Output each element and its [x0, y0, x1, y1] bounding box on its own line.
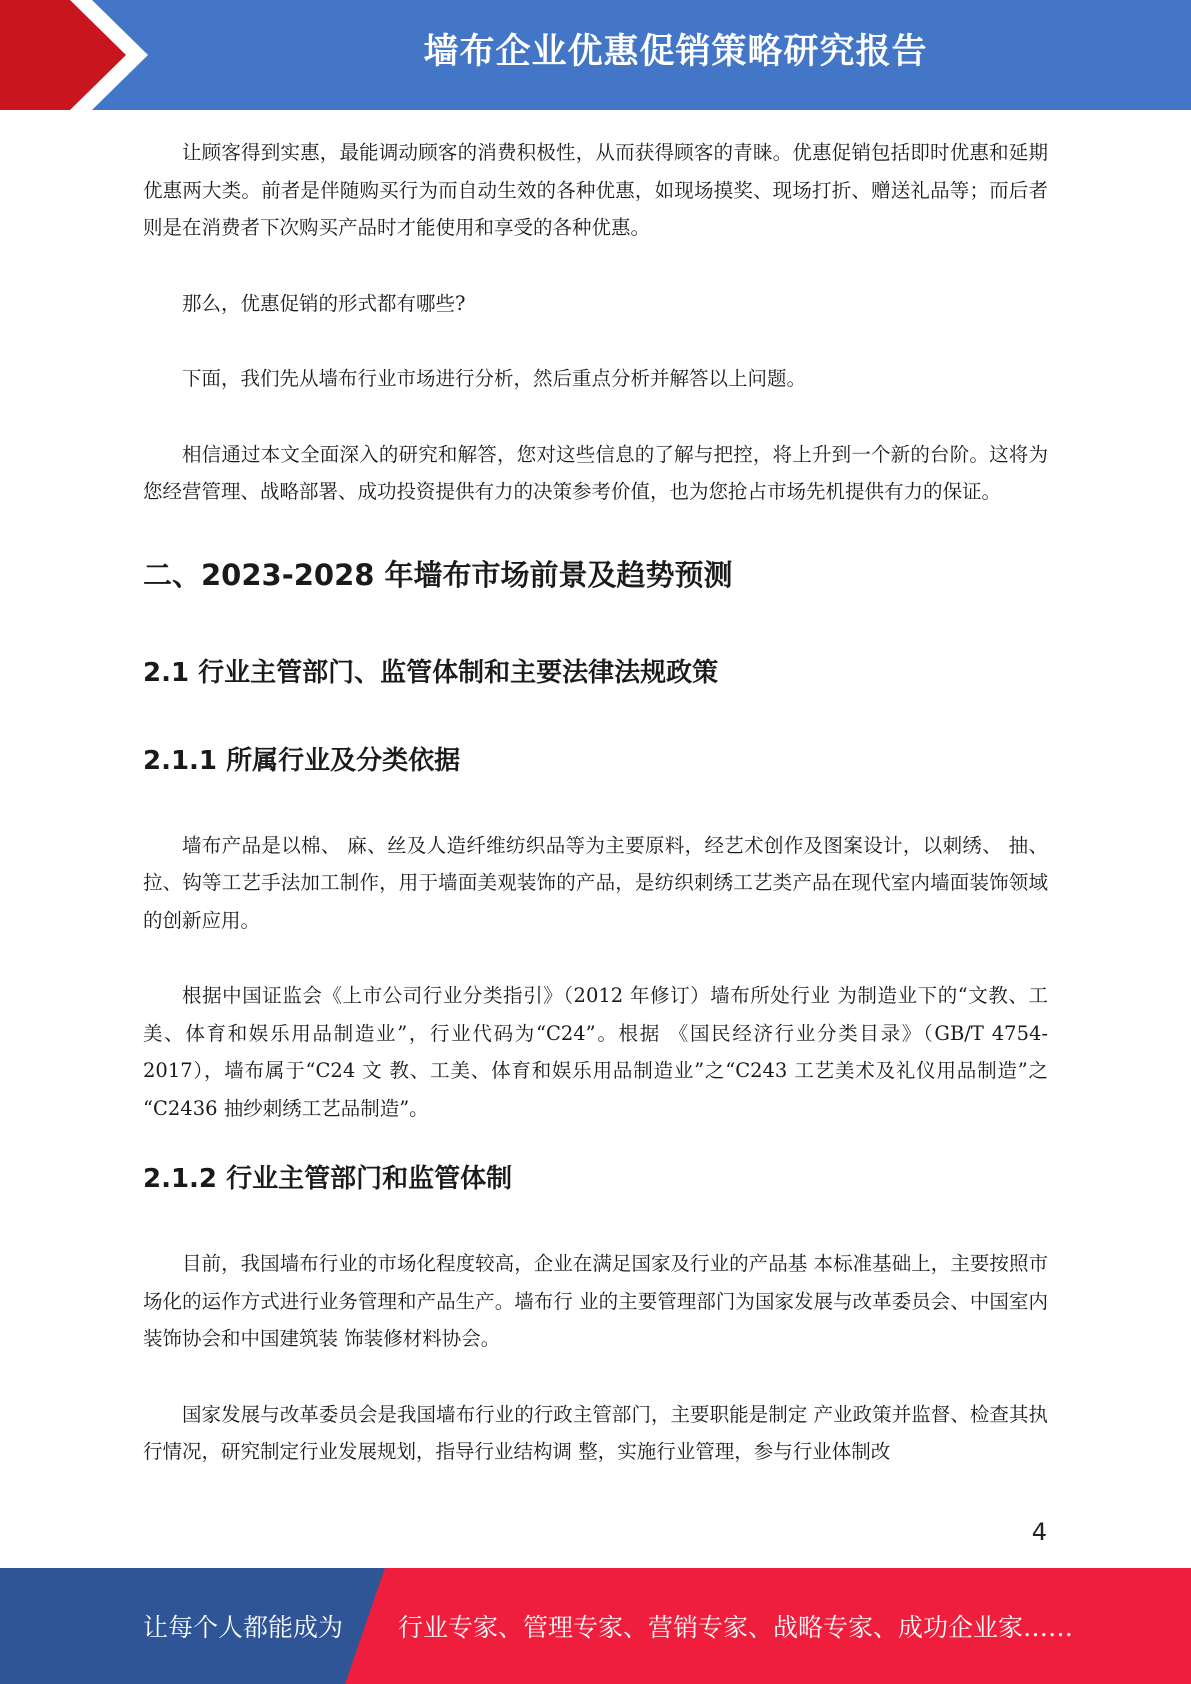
section-heading-2-1-1: 2.1.1 所属行业及分类依据	[143, 745, 461, 776]
footer-slogan-right: 行业专家、管理专家、营销专家、战略专家、成功企业家……	[398, 1613, 1074, 1642]
paragraph-product-definition: 墙布产品是以棉、 麻、丝及人造纤维纺织品等为主要原料，经艺术创作及图案设计，以刺绣、 抽、拉、钩等工艺手法加工制作，用于墙面美观装饰的产品，是纺织刺绣工艺类产品在现代室内墙面装饰领域的创新应用。	[143, 833, 1048, 932]
page-number: 4	[1031, 1518, 1047, 1546]
section-heading-2-1-2: 2.1.2 行业主管部门和监管体制	[143, 1164, 513, 1194]
report-footer	[0, 1568, 1191, 1684]
page-content	[143, 134, 1055, 1509]
paragraph-intro: 让顾客得到实惠，最能调动顾客的消费积极性，从而获得顾客的青睐。优惠促销包括即时优惠和延期优惠两大类。前者是伴随购买行为而自动生效的各种优惠，如现场摸奖、现场打折、赠送礼品等；而后者则是在消费者下次购买产品时才能使用和享受的各种优惠。	[143, 141, 1048, 239]
paragraph-analysis-plan: 下面，我们先从墙布行业市场进行分析，然后重点分析并解答以上问题。	[182, 367, 807, 390]
header-arrow-icon	[0, 0, 160, 110]
paragraph-industry-classification: 根据中国证监会《上市公司行业分类指引》（2012 年修订）墙布所处行业 为制造业下的“文教、工美、体育和娱乐用品制造业”，行业代码为“C24”。根据 《国民经济行业分类目录》（GB/T 4754-2017），墙布属于“C24 文 教、工美、体育和娱乐用品制造业”之“C243 工艺美术及礼仪用品制造”之 “C2436 抽纱刺绣工艺品制造”。	[143, 984, 1055, 1120]
paragraph-value: 相信通过本文全面深入的研究和解答，您对这些信息的了解与把控，将上升到一个新的台阶。这将为您经营管理、战略部署、成功投资提供有力的决策参考价值，也为您抢占市场先机提供有力的保证。	[143, 442, 1048, 503]
paragraph-question: 那么，优惠促销的形式都有哪些?	[182, 291, 466, 315]
footer-slogan-left: 让每个人都能成为	[143, 1613, 344, 1642]
paragraph-market-regulation: 目前，我国墙布行业的市场化程度较高，企业在满足国家及行业的产品基 本标准基础上，主要按照市场化的运作方式进行业务管理和产品生产。墙布行 业的主要管理部门为国家发展与改革委员会、中国室内装饰协会和中国建筑装 饰装修材料协会。	[143, 1252, 1048, 1350]
paragraph-ndrc-role: 国家发展与改革委员会是我国墙布行业的行政主管部门，主要职能是制定 产业政策并监督、检查其执行情况，研究制定行业发展规划，指导行业结构调 整，实施行业管理，参与行业体制改	[143, 1402, 1048, 1463]
report-title: 墙布企业优惠促销策略研究报告	[423, 32, 928, 72]
section-heading-2: 二、2023-2028 年墙布市场前景及趋势预测	[143, 557, 733, 592]
report-header	[0, 0, 1191, 110]
section-heading-2-1: 2.1 行业主管部门、监管体制和主要法律法规政策	[143, 657, 719, 688]
